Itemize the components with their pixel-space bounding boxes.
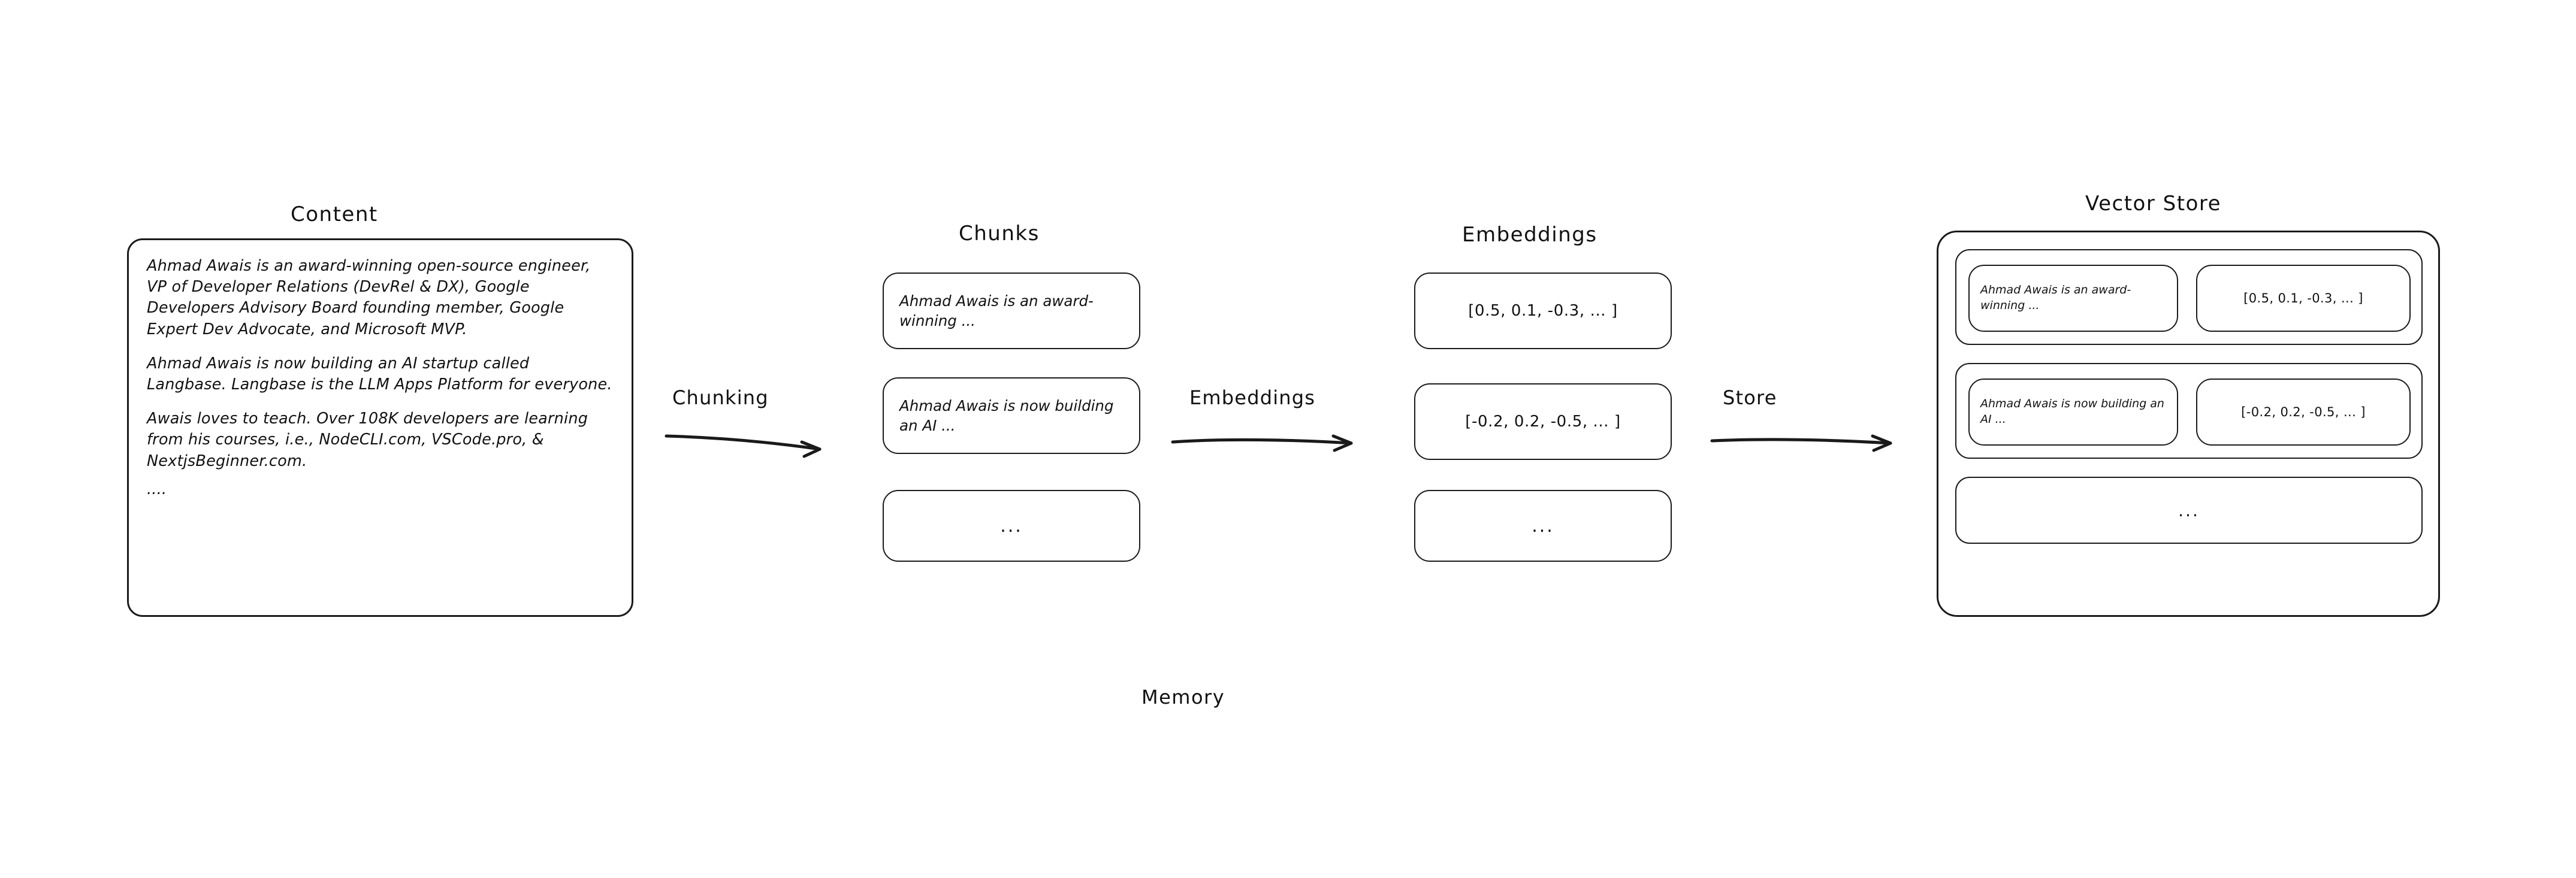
column-title-vector-store: Vector Store bbox=[2085, 192, 2222, 216]
chunk-text: Ahmad Awais is now building an AI ... bbox=[899, 396, 1114, 434]
arrow-label-chunking: Chunking bbox=[672, 386, 769, 409]
content-paragraph: Ahmad Awais is an award-winning open-source engineer, VP of Developer Relations (DevRel & DX), Google Developers Advisory Board founding member, Google Expert Dev Advocate, and Microsoft MVP. bbox=[147, 257, 591, 338]
vector-store-ellipsis-text: ... bbox=[2178, 500, 2200, 520]
vector-store-embedding-text: [0.5, 0.1, -0.3, ... ] bbox=[2243, 291, 2363, 305]
vector-store-chunk-text: Ahmad Awais is an award-winning ... bbox=[1980, 283, 2131, 312]
column-title-chunks: Chunks bbox=[959, 222, 1040, 246]
vector-store-chunk-text: Ahmad Awais is now building an AI ... bbox=[1980, 397, 2164, 426]
chunk-text: Ahmad Awais is an award-winning ... bbox=[899, 292, 1094, 329]
arrow-chunking bbox=[665, 425, 845, 467]
vector-store-embedding-text: [-0.2, 0.2, -0.5, ... ] bbox=[2241, 405, 2366, 419]
content-paragraph: Ahmad Awais is now building an AI startup called Langbase. Langbase is the LLM Apps Platform for everyone. bbox=[147, 354, 612, 393]
content-box bbox=[127, 238, 633, 617]
chunk-box bbox=[883, 273, 1140, 349]
column-title-content: Content bbox=[291, 202, 378, 226]
vector-store-row bbox=[1955, 249, 2423, 345]
chunk-box-ellipsis bbox=[883, 490, 1140, 562]
vector-store-row-ellipsis bbox=[1955, 477, 2423, 544]
embedding-text: [0.5, 0.1, -0.3, ... ] bbox=[1468, 302, 1618, 320]
vector-store-row bbox=[1955, 363, 2423, 459]
memory-label: Memory bbox=[1141, 686, 1225, 709]
embedding-box bbox=[1414, 383, 1672, 460]
embedding-ellipsis-text: ... bbox=[1532, 515, 1554, 537]
content-paragraph: Awais loves to teach. Over 108K developers are learning from his courses, i.e., NodeCLI.com, VSCode.pro, & NextjsBeginner.com. bbox=[147, 410, 588, 470]
chunk-box bbox=[883, 377, 1140, 454]
vector-store-chunk-box bbox=[1968, 379, 2178, 446]
arrow-label-embeddings: Embeddings bbox=[1189, 386, 1316, 409]
vector-store-container bbox=[1937, 231, 2440, 617]
vector-store-embedding-box bbox=[2196, 379, 2411, 446]
embedding-text: [-0.2, 0.2, -0.5, ... ] bbox=[1465, 413, 1621, 431]
embedding-box bbox=[1414, 273, 1672, 349]
vector-store-embedding-box bbox=[2196, 265, 2411, 332]
arrow-embeddings bbox=[1171, 426, 1369, 462]
embedding-box-ellipsis bbox=[1414, 490, 1672, 562]
column-title-embeddings: Embeddings bbox=[1462, 223, 1597, 247]
arrow-store bbox=[1711, 426, 1908, 462]
vector-store-chunk-box bbox=[1968, 265, 2178, 332]
arrow-label-store: Store bbox=[1723, 386, 1777, 409]
chunk-ellipsis-text: ... bbox=[1000, 515, 1023, 537]
content-paragraph-ellipsis: .... bbox=[147, 480, 167, 498]
